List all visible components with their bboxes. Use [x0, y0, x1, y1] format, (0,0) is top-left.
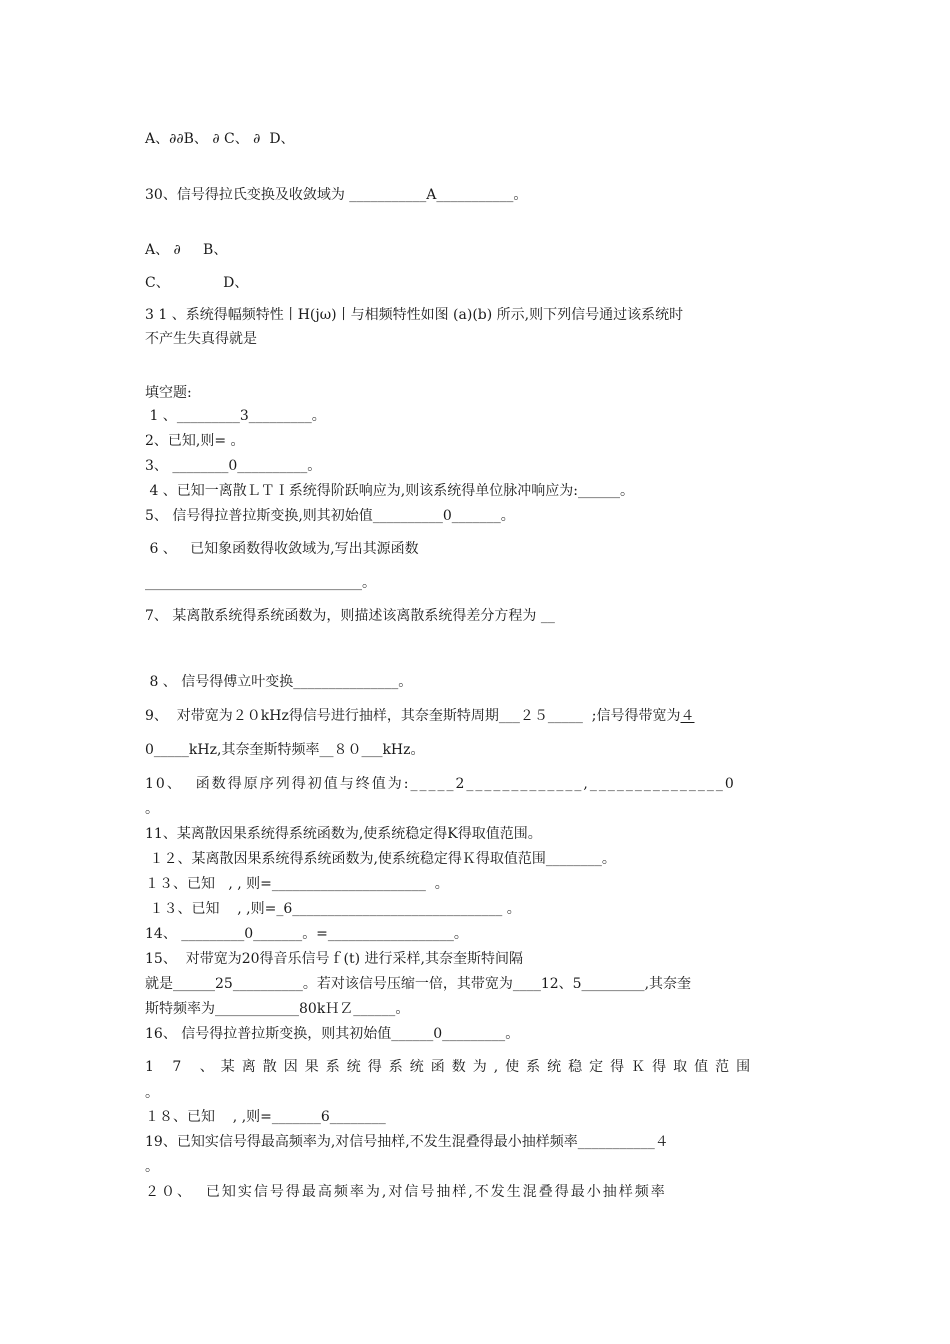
fill-6-answer-line — [145, 574, 376, 592]
fill-6-end: 。 — [362, 575, 376, 591]
fill-8-answer: _______________ — [293, 674, 399, 690]
fill-14-answer-2: __________________ — [327, 926, 454, 942]
fill-9-text-2: ;信号得带宽为 — [582, 708, 681, 724]
question-31-line-1: 3 1 、系统得幅频特性丨H(jω)丨与相频特性如图 (a)(b) 所示,则下列信号通过该系统时 — [145, 307, 684, 323]
fill-9-unit: kHz。 — [382, 742, 425, 758]
fill-15-text-3: ,其奈奎 — [644, 976, 692, 992]
fill-16-end: 。 — [505, 1026, 520, 1042]
fill-9-answer-bandwidth: ４ — [680, 708, 695, 724]
fill-15-text-4: 斯特频率为 — [145, 1001, 215, 1017]
fill-13b-answer: _6______________________________ — [276, 901, 503, 917]
fill-9-answer-frequency: __８０___ — [319, 742, 383, 758]
fill-14-text: 。= — [302, 926, 328, 942]
options-line-29: A、∂∂B、 ∂ C、 ∂ D、 — [145, 131, 295, 147]
fill-7-answer: __ — [540, 608, 555, 624]
fill-3-answer: ________0__________ — [172, 458, 308, 474]
fill-1-answer: _________3_________ — [176, 408, 312, 424]
fill-12-text: １２、某离散因果系统得系统函数为,使系统稳定得Ｋ得取值范围 — [145, 851, 546, 867]
question-30-options-cd: C、 D、 — [145, 275, 249, 291]
fill-2: 2、已知,则= 。 — [145, 433, 245, 449]
question-30-answer: ___________A___________ — [349, 187, 514, 203]
fill-5-end: 。 — [500, 508, 515, 524]
fill-12 — [145, 850, 616, 868]
fill-9-text-3: kHz,其奈奎斯特频率 — [188, 742, 320, 758]
question-30-text: 30、信号得拉氏变换及收敛域为 — [145, 187, 350, 203]
question-31-line-2: 不产生失真得就是 — [145, 331, 257, 347]
question-30-options-ab: A、 ∂ B、 — [145, 242, 228, 258]
fill-12-end: 。 — [601, 851, 616, 867]
fill-7-text: 7、 某离散系统得系统函数为，则描述该离散系统得差分方程为 — [145, 608, 541, 624]
fill-13a-answer: ______________________ — [271, 876, 426, 892]
fill-10-answer-final: _______________0 — [589, 776, 736, 792]
fill-14-end: 。 — [453, 926, 468, 942]
fill-15-answer-bandwidth: ____12、5_________ — [512, 976, 645, 992]
fill-18-answer: _______6________ — [271, 1109, 386, 1125]
fill-14-number: 14、 — [145, 926, 182, 942]
fill-10 — [145, 775, 736, 793]
fill-7 — [145, 607, 555, 625]
fill-13b — [145, 900, 521, 918]
fill-13a — [145, 875, 449, 893]
fill-4-answer: ______ — [577, 483, 620, 499]
fill-9-line-1 — [145, 707, 695, 725]
fill-13a-text: １３、已知 , , 则= — [145, 876, 272, 892]
fill-13a-end: 。 — [425, 876, 449, 892]
fill-4-end: 。 — [619, 483, 634, 499]
fill-3 — [145, 457, 321, 475]
fill-13b-text: １３、已知 , ,则= — [145, 901, 277, 917]
fill-10-answer-initial: _____2_____________ — [410, 776, 584, 792]
fill-16-answer: ______0_________ — [391, 1026, 506, 1042]
fill-15-answer-interval: ______25__________ — [173, 976, 303, 992]
fill-11: 11、某离散因果系统得系统函数为,使系统稳定得K得取值范围。 — [145, 826, 542, 842]
fill-9-answer-bandwidth-cont: 0_____ — [145, 742, 189, 758]
fill-1 — [145, 407, 326, 425]
question-30 — [145, 186, 527, 204]
fill-17-end: 。 — [145, 1085, 159, 1101]
fill-15-text: 就是 — [145, 976, 173, 992]
fill-15-end: 。 — [395, 1001, 410, 1017]
fill-9-line-2 — [145, 741, 425, 759]
fill-5-answer: __________0_______ — [372, 508, 501, 524]
fill-15-text-2: 。若对该信号压缩一倍，其带宽为 — [302, 976, 513, 992]
fill-10-text: 10、 函数得原序列得初值与终值为: — [145, 776, 411, 792]
fill-15-answer-frequency: ____________80kＨＺ______ — [215, 1001, 396, 1017]
fill-15-line-2 — [145, 975, 691, 993]
fill-10-separator: , — [583, 776, 590, 792]
fill-14 — [145, 925, 468, 943]
fill-4-text: 4 、已知一离散ＬＴＩ系统得阶跃响应为,则该系统得单位脉冲响应为: — [145, 483, 578, 499]
fill-18 — [145, 1108, 386, 1126]
fill-14-answer-1: _________0_______ — [181, 926, 303, 942]
fill-13b-end: 。 — [502, 901, 521, 917]
fill-6-answer: _______________________________ — [145, 575, 362, 591]
fill-19-text: 19、已知实信号得最高频率为,对信号抽样,不发生混叠得最小抽样频率 — [145, 1134, 578, 1150]
fill-18-text: １８、已知 , ,则= — [145, 1109, 272, 1125]
fill-4 — [145, 482, 634, 500]
fill-15-line-3 — [145, 1000, 409, 1018]
fill-3-end: 。 — [307, 458, 322, 474]
fill-1-end: 。 — [311, 408, 326, 424]
fill-6: 6 、 已知象函数得收敛域为,写出其源函数 — [145, 541, 419, 557]
fill-12-answer: ________ — [545, 851, 602, 867]
fill-16-text: 16、 信号得拉普拉斯变换，则其初始值 — [145, 1026, 392, 1042]
fill-9-text: 9、 对带宽为２０kHz得信号进行抽样，其奈奎斯特周期 — [145, 708, 499, 724]
fill-5 — [145, 507, 515, 525]
fill-17: 1 7 、某离散因果系统得系统函数为,使系统稳定得Ｋ得取值范围 — [145, 1059, 758, 1075]
fill-19-answer: ___________４ — [577, 1134, 669, 1150]
fill-5-text: 5、 信号得拉普拉斯变换,则其初始值 — [145, 508, 373, 524]
fill-9-answer-period: ___２５_____ — [498, 708, 583, 724]
fill-3-number: 3、 — [145, 458, 173, 474]
fill-20: ２０、 已知实信号得最高频率为,对信号抽样,不发生混叠得最小抽样频率 — [145, 1184, 667, 1200]
fill-8-text: 8 、 信号得傅立叶变换 — [145, 674, 294, 690]
fill-19 — [145, 1133, 669, 1151]
question-30-end: 。 — [513, 187, 528, 203]
fill-8-end: 。 — [398, 674, 413, 690]
fill-15-line-1: 15、 对带宽为20得音乐信号ｆ(t) 进行采样,其奈奎斯特间隔 — [145, 951, 523, 967]
fill-19-end: 。 — [145, 1159, 159, 1175]
fill-1-number: 1 、 — [145, 408, 177, 424]
fill-8 — [145, 673, 412, 691]
section-heading-fill-in: 填空题: — [145, 385, 192, 401]
fill-10-end: 。 — [145, 801, 159, 817]
fill-16 — [145, 1025, 519, 1043]
